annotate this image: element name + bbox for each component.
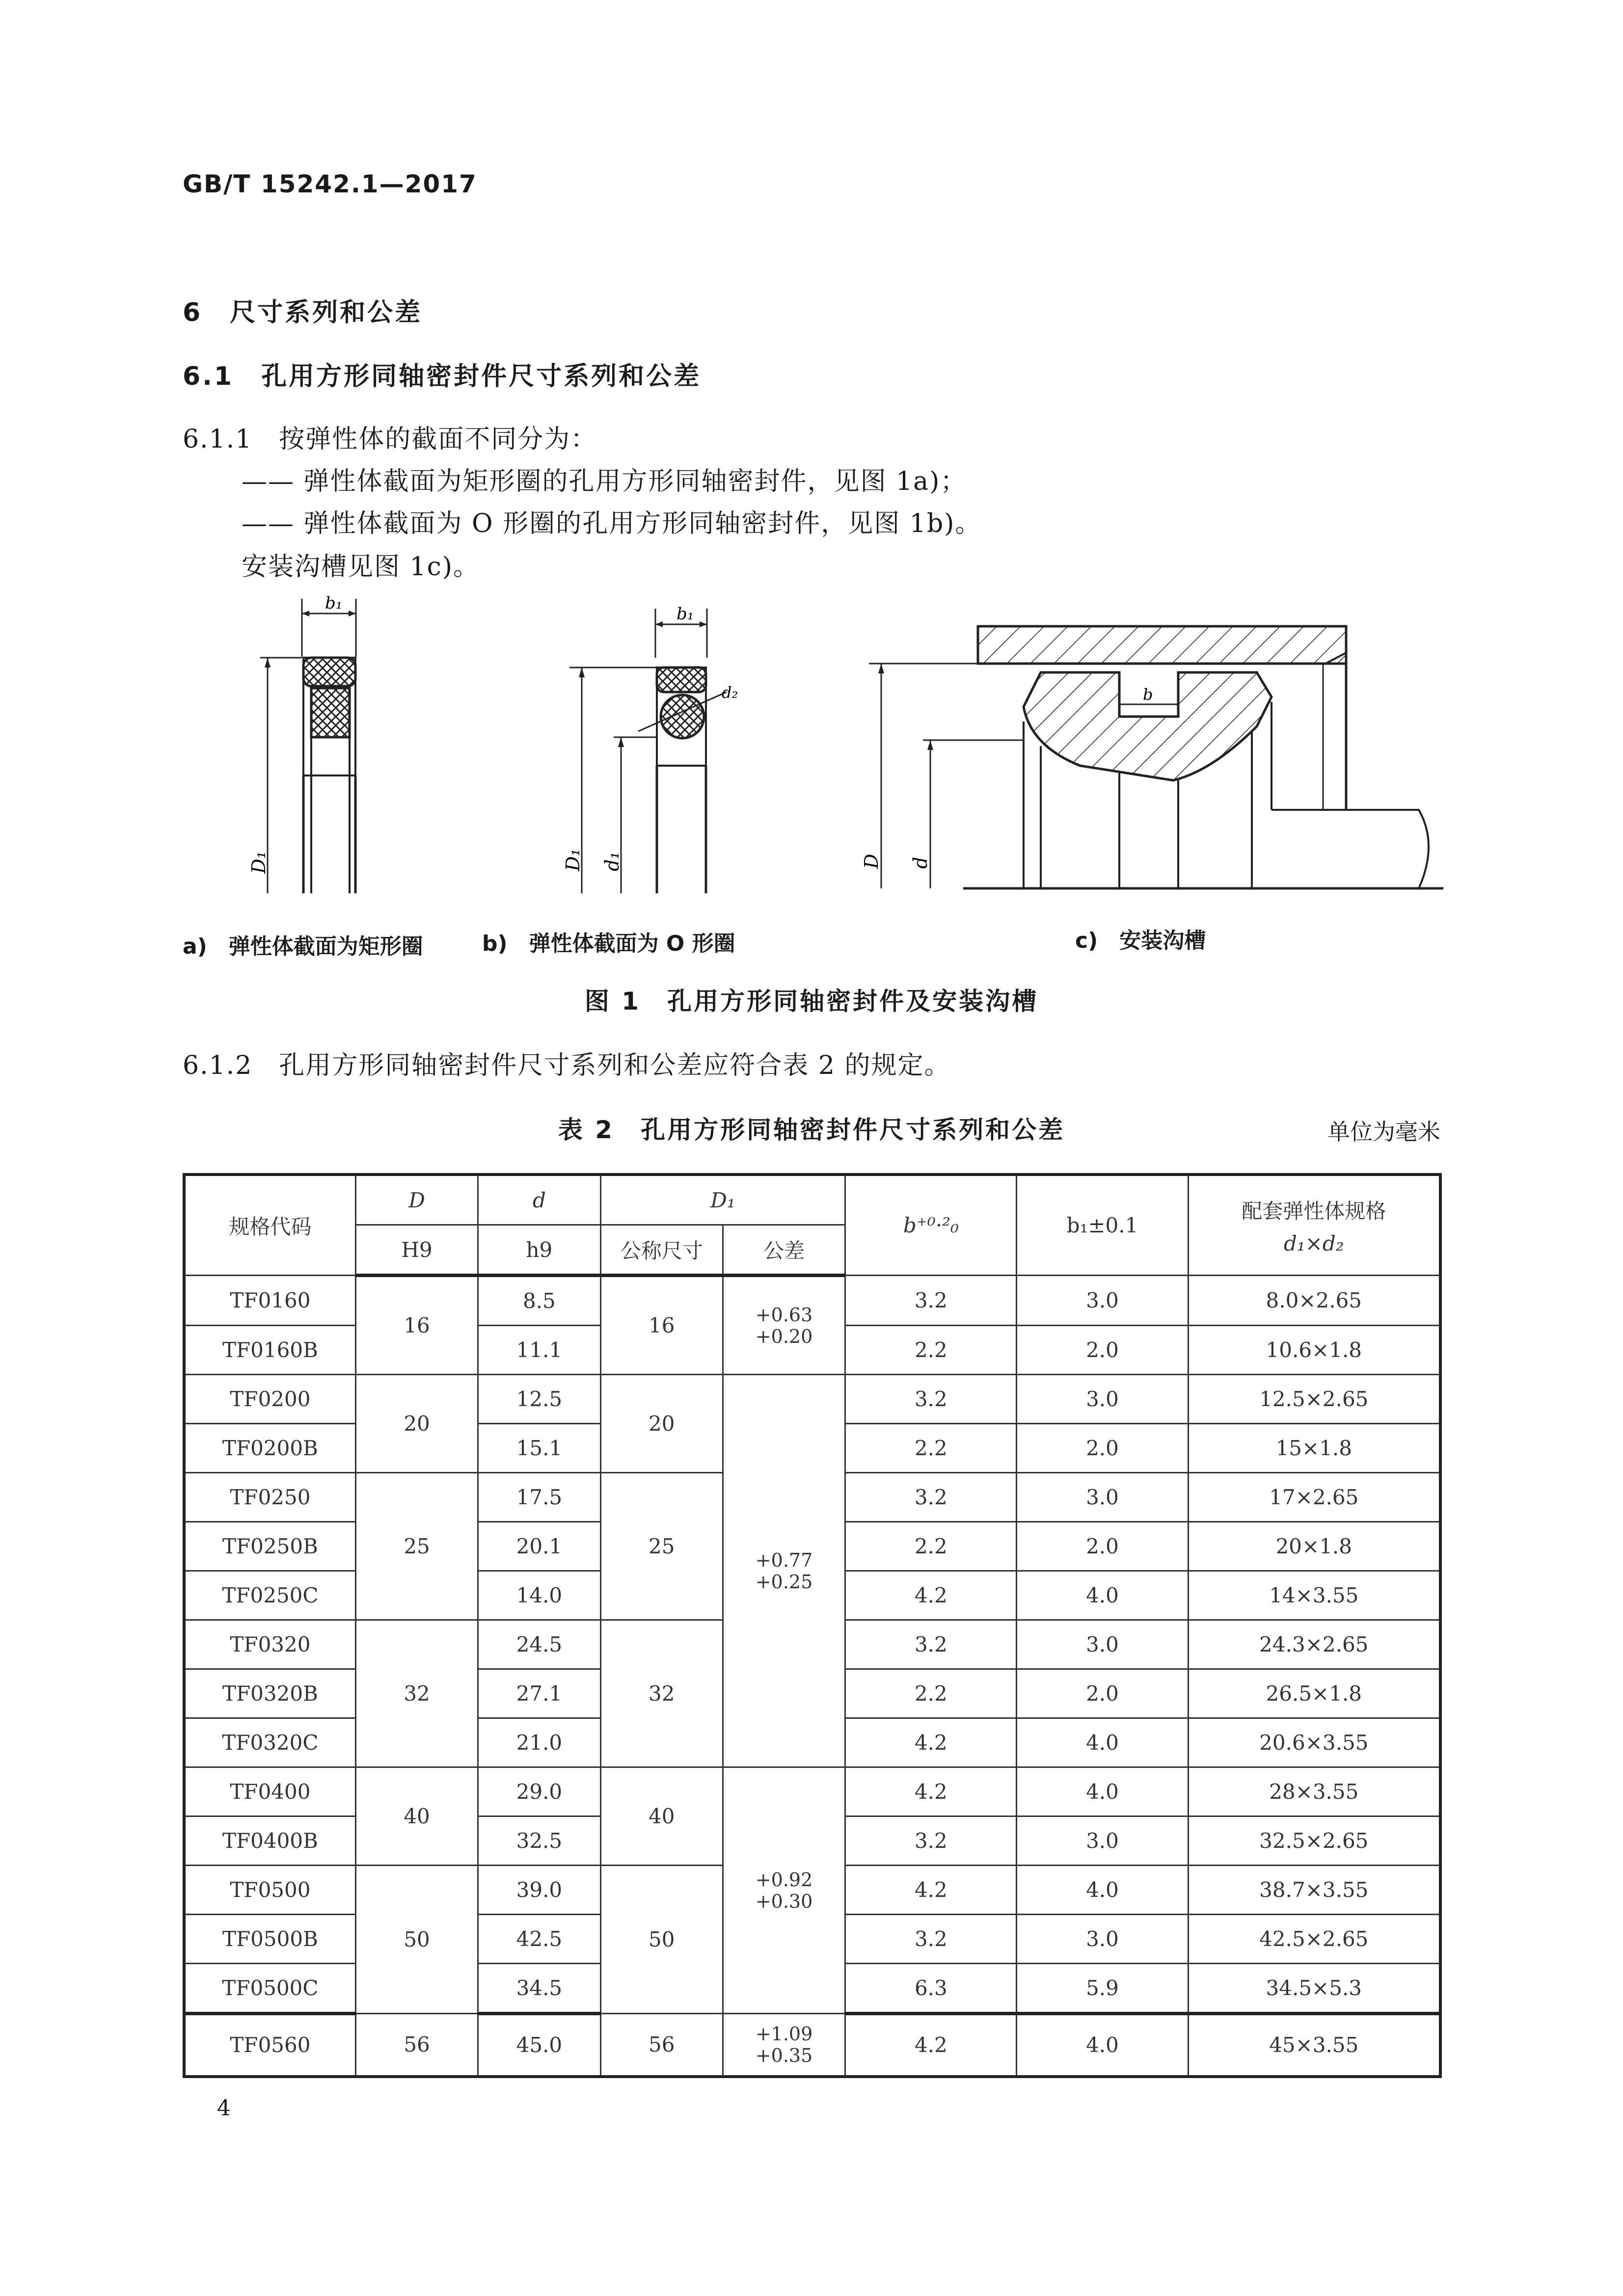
label-d-c: d: [910, 856, 931, 869]
label-D1-b: D₁: [562, 849, 584, 871]
table-cell: 4.0: [1017, 1866, 1188, 1915]
table-cell: 2.2: [845, 1522, 1017, 1571]
header-D1: D₁: [600, 1175, 845, 1225]
table-cell: TF0320: [184, 1620, 355, 1669]
table-cell: 17×2.65: [1188, 1473, 1440, 1522]
table-cell: TF0400B: [184, 1816, 355, 1866]
table-cell: 26.5×1.8: [1188, 1669, 1440, 1718]
table-cell: 2.0: [1017, 1669, 1188, 1718]
figure-1a-rect-ring-seal: [248, 593, 356, 893]
label-d2-b: d₂: [722, 683, 738, 702]
table-cell: 20×1.8: [1188, 1522, 1440, 1571]
table-cell: 8.5: [478, 1276, 600, 1326]
table-cell: 42.5×2.65: [1188, 1915, 1440, 1964]
figure-1-drawing: [0, 584, 1623, 908]
table-cell: 3.2: [845, 1620, 1017, 1669]
text-value: +0.35: [755, 2044, 813, 2066]
table-cell: 14×3.55: [1188, 1571, 1440, 1620]
text-value: +1.09: [755, 2023, 813, 2045]
header-D: D: [355, 1175, 478, 1225]
table-cell: 32: [600, 1620, 723, 1767]
table-cell: 16: [600, 1276, 723, 1375]
label-d1-b: d₁: [601, 852, 623, 871]
table-cell: 32: [355, 1620, 478, 1767]
header-D-tol: H9: [355, 1225, 478, 1276]
label-b-c: b: [1143, 685, 1153, 704]
table-row: [184, 1375, 1440, 1424]
table-cell: 2.2: [845, 1424, 1017, 1473]
table-cell: 4.0: [1017, 2014, 1188, 2077]
table-cell: 16: [355, 1276, 478, 1375]
figure-1b-caption: b) 弹性体截面为 O 形圈: [482, 931, 735, 956]
table-cell: 34.5: [478, 1964, 600, 2014]
table-cell: 4.2: [845, 1767, 1017, 1816]
table-cell: 38.7×3.55: [1188, 1866, 1440, 1915]
table-2-title: 表 2 孔用方形同轴密封件尺寸系列和公差: [558, 1116, 1065, 1144]
table-cell: TF0500: [184, 1866, 355, 1915]
table-cell: 20.6×3.55: [1188, 1718, 1440, 1767]
table-2: [183, 1173, 1442, 2078]
figure-1c-groove: [861, 626, 1443, 888]
table-cell: 3.2: [845, 1375, 1017, 1424]
text-value: +0.20: [755, 1325, 813, 1347]
table-cell: 4.0: [1017, 1718, 1188, 1767]
table-cell: 4.2: [845, 1718, 1017, 1767]
table-cell: 3.0: [1017, 1473, 1188, 1522]
table-cell: 32.5: [478, 1816, 600, 1866]
text-value: +0.77: [755, 1549, 813, 1571]
text-value: +0.63: [755, 1304, 813, 1326]
figure-1a-caption: a) 弹性体截面为矩形圈: [183, 934, 423, 959]
table-cell: 45.0: [478, 2014, 600, 2077]
table-cell: 24.3×2.65: [1188, 1620, 1440, 1669]
label-D-c: D: [861, 854, 882, 869]
table-cell: 12.5: [478, 1375, 600, 1424]
table-cell: 17.5: [478, 1473, 600, 1522]
table-cell: 3.0: [1017, 1915, 1188, 1964]
table-cell: 2.2: [845, 1669, 1017, 1718]
table-cell: 40: [600, 1767, 723, 1866]
table-cell: TF0500C: [184, 1964, 355, 2014]
table-cell: 4.0: [1017, 1767, 1188, 1816]
standard-number: GB/T 15242.1—2017: [183, 170, 477, 198]
table-cell: 20: [355, 1375, 478, 1473]
table-cell: 3.2: [845, 1473, 1017, 1522]
table-cell: 8.0×2.65: [1188, 1276, 1440, 1326]
text-value: +0.25: [755, 1571, 813, 1593]
table-cell: 3.2: [845, 1816, 1017, 1866]
section-6-heading: 6 尺寸系列和公差: [183, 298, 423, 327]
table-2-unit: 单位为毫米: [1327, 1119, 1440, 1145]
tolerance-cell: [723, 1375, 845, 1767]
table-cell: 3.0: [1017, 1276, 1188, 1326]
table-cell: 45×3.55: [1188, 2014, 1440, 2077]
table-cell: 34.5×5.3: [1188, 1964, 1440, 2014]
table-cell: TF0200: [184, 1375, 355, 1424]
table-cell: 11.1: [478, 1326, 600, 1375]
table-cell: 3.2: [845, 1915, 1017, 1964]
table-row: [184, 1767, 1440, 1816]
table-cell: 25: [355, 1473, 478, 1620]
table-cell: 15×1.8: [1188, 1424, 1440, 1473]
table-cell: 6.3: [845, 1964, 1017, 2014]
table-cell: 56: [355, 2014, 478, 2077]
table-row: [184, 1276, 1440, 1326]
table-cell: TF0160: [184, 1276, 355, 1326]
table-cell: 4.2: [845, 1571, 1017, 1620]
table-cell: TF0320C: [184, 1718, 355, 1767]
clause-6-1-1-note: 安装沟槽见图 1c)。: [242, 552, 480, 582]
label-D1-a: D₁: [248, 851, 270, 874]
clause-6-1-1-item-b: —— 弹性体截面为 O 形圈的孔用方形同轴密封件，见图 1b)。: [242, 509, 982, 538]
tolerance-cell: [723, 1276, 845, 1375]
table-cell: 25: [600, 1473, 723, 1620]
header-elastomer: [1188, 1175, 1440, 1276]
table-cell: 28×3.55: [1188, 1767, 1440, 1816]
header-code: 规格代码: [184, 1175, 355, 1276]
table-cell: 24.5: [478, 1620, 600, 1669]
figure-1b-o-ring-seal: [562, 604, 738, 893]
section-6-1-heading: 6.1 孔用方形同轴密封件尺寸系列和公差: [183, 362, 702, 391]
table-cell: TF0560: [184, 2014, 355, 2077]
page-number: 4: [217, 2096, 231, 2121]
table-cell: 40: [355, 1767, 478, 1866]
text-value: +0.30: [755, 1890, 813, 1912]
table-cell: 3.2: [845, 1276, 1017, 1326]
table-cell: TF0400: [184, 1767, 355, 1816]
header-d: d: [478, 1175, 600, 1225]
table-cell: 15.1: [478, 1424, 600, 1473]
table-cell: 42.5: [478, 1915, 600, 1964]
table-cell: 12.5×2.65: [1188, 1375, 1440, 1424]
table-cell: 2.0: [1017, 1424, 1188, 1473]
table-cell: 2.0: [1017, 1522, 1188, 1571]
table-cell: 32.5×2.65: [1188, 1816, 1440, 1866]
table-cell: 29.0: [478, 1767, 600, 1816]
table-cell: 10.6×1.8: [1188, 1326, 1440, 1375]
table-cell: 50: [355, 1866, 478, 2014]
header-d-tol: h9: [478, 1225, 600, 1276]
label-b1-b: b₁: [676, 604, 694, 624]
header-elastomer-dim: d₁×d₂: [1283, 1231, 1344, 1255]
table-cell: 3.0: [1017, 1816, 1188, 1866]
table-cell: TF0250C: [184, 1571, 355, 1620]
table-row: [184, 2014, 1440, 2077]
table-cell: 2.2: [845, 1326, 1017, 1375]
header-b: b⁺⁰·²₀: [845, 1175, 1017, 1276]
figure-1c-caption: c) 安装沟槽: [1075, 928, 1206, 953]
table-cell: 5.9: [1017, 1964, 1188, 2014]
tolerance-cell: [723, 2014, 845, 2077]
table-cell: TF0200B: [184, 1424, 355, 1473]
table-cell: 14.0: [478, 1571, 600, 1620]
label-b1-a: b₁: [325, 593, 343, 613]
header-b1: b₁±0.1: [1017, 1175, 1188, 1276]
table-cell: TF0500B: [184, 1915, 355, 1964]
table-cell: 20.1: [478, 1522, 600, 1571]
table-cell: 27.1: [478, 1669, 600, 1718]
table-cell: 4.2: [845, 2014, 1017, 2077]
table-cell: 2.0: [1017, 1326, 1188, 1375]
table-cell: TF0250: [184, 1473, 355, 1522]
header-elastomer-label: 配套弹性体规格: [1242, 1199, 1386, 1223]
table-cell: 3.0: [1017, 1620, 1188, 1669]
clause-6-1-2: 6.1.2 孔用方形同轴密封件尺寸系列和公差应符合表 2 的规定。: [183, 1051, 951, 1080]
table-cell: 20: [600, 1375, 723, 1473]
table-cell: 4.0: [1017, 1571, 1188, 1620]
text-value: +0.92: [755, 1869, 813, 1891]
header-D1-tol: 公差: [723, 1225, 845, 1276]
tolerance-cell: [723, 1767, 845, 2014]
clause-6-1-1-item-a: —— 弹性体截面为矩形圈的孔用方形同轴密封件，见图 1a)；: [242, 467, 967, 496]
figure-1-title: 图 1 孔用方形同轴密封件及安装沟槽: [584, 987, 1039, 1015]
clause-6-1-1-lead: 6.1.1 按弹性体的截面不同分为：: [183, 425, 597, 454]
table-cell: TF0320B: [184, 1669, 355, 1718]
table-cell: TF0160B: [184, 1326, 355, 1375]
table-cell: 39.0: [478, 1866, 600, 1915]
table-cell: 50: [600, 1866, 723, 2014]
table-cell: TF0250B: [184, 1522, 355, 1571]
header-D1-nominal: 公称尺寸: [600, 1225, 723, 1276]
table-cell: 21.0: [478, 1718, 600, 1767]
table-cell: 56: [600, 2014, 723, 2077]
table-cell: 3.0: [1017, 1375, 1188, 1424]
table-cell: 4.2: [845, 1866, 1017, 1915]
